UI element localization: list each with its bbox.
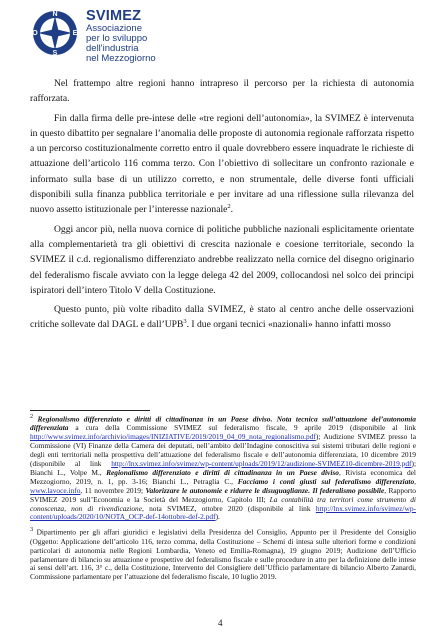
page-header [30, 8, 250, 66]
paragraph [30, 111, 414, 218]
org-subtitle-line: Associazione [86, 23, 142, 34]
paragraph [30, 302, 414, 333]
footnote-link[interactable]: http://www.svimez.info/archivio/images/INIZIATIVE/2019/2019_04_09_nota_regionalismo.pdf [30, 432, 316, 442]
paragraph-text: Oggi ancor più, nella nuova cornice di politiche pubbliche nazionali esplicitamente orientate alla complementarietà tra gli obiettivi di crescita nazionale e coesione territoriale, secondo la SVIMEZ il c.d. regionalismo differenziato andrebbe realizzato nella cornice del disegno originario del federalismo fiscale avviato con la legge delega 42 del 2009, collocandosi nel solco dei principi ispiratori dell’intero Titolo V della Costituzione. [30, 223, 414, 296]
paragraph-text: Fin dalla firma delle pre-intese delle «tre regioni dell’autonomia», la SVIMEZ è intervenuta in questo dibattito per segnalare l’anomalia delle proposte di autonomia regionale rafforzata rispetto a un percorso costituzionalmente corretto entro il quale dovrebbero essere inquadrate le richieste di attuazione dell’articolo 116 comma terzo. Con l’obiettivo di sollecitare un confronto razionale e informato sulla base di un utilizzo corretto, e non strumentale, delle diverse fonti ufficiali disponibili sulla finanza pubblica territoriale e per invitare ad una riflessione sulla rilevanza del nuovo assetto istituzionale per l’interesse nazionale [30, 112, 414, 216]
org-name: SVIMEZ [86, 8, 142, 24]
footnote-3 [30, 526, 416, 582]
logo-letter-o: O [32, 30, 38, 37]
org-subtitle-line: per lo sviluppo [86, 33, 148, 44]
paragraph [30, 76, 414, 107]
org-subtitle-line: dell'industria [86, 43, 139, 54]
footnote-text: , 11 novembre 2019; [80, 485, 146, 495]
footnote-ref: 3 [183, 318, 187, 326]
svimez-compass-logo [30, 8, 80, 58]
footnote-italic: Regionalismo differenziato e diritti di cittadinanza in un Paese diviso [106, 467, 339, 477]
footnote-text: ); Audizione SVIMEZ presso la Commissione (VI) Finanze della Camera dei deputati, nell’ambito dell’Indagine conoscitiva sui sistemi tributari delle regioni e degli enti territoriali nella prospettiva dell’attuazione del federalismo fiscale e dell’autonomia differenziata, 10 dicembre 2019 (disponibile al link [30, 432, 416, 468]
org-subtitle-line: nel Mezzogiorno [86, 53, 156, 64]
footnote-text: ); Bianchi L., Volpe M., [30, 459, 416, 477]
paragraph-text: . I due organi tecnici «nazionali» hanno infatti mosso [186, 319, 391, 331]
footnote-text: a cura della Commissione SVIMEZ sul federalismo fiscale, 9 aprile 2019 (disponibile al link [68, 423, 416, 433]
paragraph-text: Nel frattempo altre regioni hanno intrapreso il percorso per la richiesta di autonomia rafforzata. [30, 78, 414, 105]
footnote-number: 3 [30, 527, 34, 534]
footnote-text: ). [215, 512, 220, 522]
footnote-italic: La contabilità tra territori come strumento di conoscenza, non di rivendicazione [30, 494, 416, 513]
footnote-divider [30, 410, 150, 411]
org-subtitle [86, 24, 206, 64]
footnote-text: , Rivista economica del Mezzogiorno, 2019, n. 1, pp. 3-16; Bianchi L., Petraglia C., [30, 467, 416, 486]
paragraph [30, 222, 414, 298]
footnote-link[interactable]: www.lavoce.info [30, 485, 81, 495]
logo-letter-n: N [52, 11, 58, 18]
footnote-ref: 2 [227, 203, 231, 211]
footnote-text: Dipartimento per gli affari giuridici e legislativi della Presidenza del Consiglio, Appunto per il Presidente del Consiglio (Oggetto: Applicazione dell’articolo 116, terzo comma, della Costituzione – Schemi di intesa sulle ulteriori forme e condizioni particolari di autonomia nelle Regioni Lombardia, Veneto ed Emilia-Romagna), 19 giugno 2019; Audizione dell’Ufficio parlamentare di bilancio su attuazione e prospettive del federalismo fiscale e sulle procedure in atto per la definizione delle intese ai sensi dell’art. 116, 3° c., della Costituzione, Intervento del Consigliere dell’Ufficio parlamentare di bilancio Alberto Zanardi, Commissione parlamentare per l’attuazione del federalismo fiscale, 10 luglio 2019. [30, 527, 416, 582]
logo-letter-e: E [72, 30, 78, 37]
body-text [30, 76, 414, 337]
footnote-text: , Rapporto SVIMEZ 2019 sull’Economia e la Società del Mezzogiorno, Capitolo III; [30, 485, 417, 504]
page-number: 4 [218, 618, 223, 628]
footnote-italic: Facciamo i conti giusti sul federalismo differenziato [237, 476, 415, 486]
footnotes [30, 413, 416, 586]
paragraph-text: Questo punto, più volte ribadito dalla SVIMEZ, è stato al centro anche delle osservazioni critiche sollevate dal DAGL e dall’UPB [30, 304, 414, 331]
footnote-link[interactable]: http://lnx.svimez.info/svimez/wp-content/uploads/2019/12/audizione-SVIMEZ10-dicembre-2019.pdf [111, 459, 412, 468]
footnote-number: 2 [30, 414, 34, 420]
footnote-italic: Valorizzare le autonomie e ridurre le disuguaglianze. Il federalismo possibile [145, 485, 385, 495]
footnote-title: Regionalismo differenziato e diritti di cittadinanza in un Paese diviso. Nota tecnica sull’attuazione del’autonomia differenziata [30, 414, 416, 433]
footnote-text: , nota SVIMEZ, ottobre 2020 (disponibile al link [142, 503, 316, 513]
footnote-link[interactable]: http://lnx.svimez.info/svimez/wp-content/uploads/2020/10/NOTA_OCP-def-14ottobre-def-2.pdf [30, 503, 416, 522]
footnote-text: , [414, 476, 416, 486]
logo-letter-s: S [52, 50, 58, 57]
footnote-2 [30, 413, 416, 522]
paragraph-text: . [230, 204, 234, 216]
